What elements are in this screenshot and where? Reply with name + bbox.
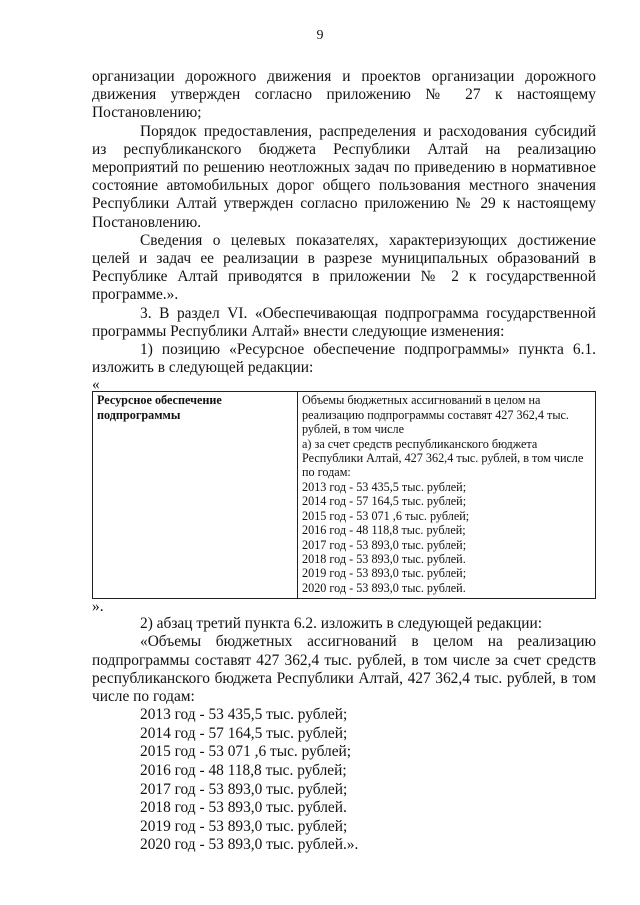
- table-line: 2020 год - 53 893,0 тыс. рублей.: [302, 580, 466, 595]
- table-line: 2017 год - 53 893,0 тыс. рублей;: [302, 537, 467, 552]
- resource-table-label: Ресурсное обеспечение подпрограммы: [93, 392, 298, 599]
- table-line: Объемы бюджетных ассигнований в целом на реализацию подпрограммы составят 427 362,4 тыс. рублей, в том числе: [302, 393, 569, 437]
- paragraph: Порядок предоставления, распределения и расходования субсидий из республиканского бюджета Республики Алтай на реализацию мероприятий по решению неотложных задач по приведению в нормативное состояние автомобильных дорог общего пользования местного значения Республики Алтай утвержден согласно приложению № 29 к настоящему Постановлению.: [92, 122, 596, 231]
- resource-table-row: [93, 392, 596, 599]
- resource-table-content: [298, 392, 596, 599]
- table-line: а) за счет средств республиканского бюджета Республики Алтай, 427 362,4 тыс. рублей, в том числе по годам:: [302, 436, 584, 480]
- table-line: 2019 год - 53 893,0 тыс. рублей;: [302, 566, 467, 581]
- paragraphs-after: [92, 615, 596, 706]
- paragraph: Сведения о целевых показателях, характеризующих достижение целей и задач ее реализации в разрезе муниципальных образований в Республике Алтай приводятся в приложении № 2 к государственной программе.».: [92, 231, 596, 304]
- year-line: 2013 год - 53 435,5 тыс. рублей;: [140, 706, 348, 724]
- year-line: 2016 год - 48 118,8 тыс. рублей;: [140, 761, 347, 779]
- paragraph: 2) абзац третий пункта 6.2. изложить в следующей редакции:: [140, 615, 543, 633]
- table-open-quote: «: [92, 376, 100, 394]
- year-line: 2017 год - 53 893,0 тыс. рублей;: [140, 780, 348, 798]
- paragraph: «Объемы бюджетных ассигнований в целом на реализацию подпрограммы составят 427 362,4 тыс. рублей, в том числе за счет средств республиканского бюджета Республики Алтай, 427 362,4 тыс. рублей, в том числе по годам:: [92, 633, 596, 705]
- table-line: 2013 год - 53 435,5 тыс. рублей;: [302, 479, 467, 494]
- year-line: 2020 год - 53 893,0 тыс. рублей.».: [140, 836, 359, 854]
- table-line: 2014 год - 57 164,5 тыс. рублей;: [302, 494, 467, 509]
- paragraphs-before: [92, 68, 596, 377]
- table-line: 2015 год - 53 071 ,6 тыс. рублей;: [302, 508, 470, 523]
- year-line: 2018 год - 53 893,0 тыс. рублей.: [140, 799, 347, 817]
- year-line: 2014 год - 57 164,5 тыс. рублей;: [140, 724, 348, 742]
- document-body: [92, 68, 596, 855]
- year-line: 2015 год - 53 071 ,6 тыс. рублей;: [140, 743, 352, 761]
- page-number: 9: [316, 28, 324, 43]
- table-line: 2018 год - 53 893,0 тыс. рублей.: [302, 551, 466, 566]
- resource-table: [92, 391, 596, 599]
- table-line: 2016 год - 48 118,8 тыс. рублей;: [302, 523, 466, 538]
- paragraph: 3. В раздел VI. «Обеспечивающая подпрограмма государственной программы Республики Алтай» внести следующие изменения:: [92, 304, 596, 340]
- paragraph: 1) позицию «Ресурсное обеспечение подпрограммы» пункта 6.1. изложить в следующей редакции:: [92, 341, 596, 377]
- paragraph: организации дорожного движения и проектов организации дорожного движения утвержден согласно приложению № 27 к настоящему Постановлению;: [92, 68, 596, 122]
- year-line: 2019 год - 53 893,0 тыс. рублей;: [140, 817, 348, 835]
- years-list: [140, 706, 596, 855]
- table-close-quote: ».: [92, 598, 104, 616]
